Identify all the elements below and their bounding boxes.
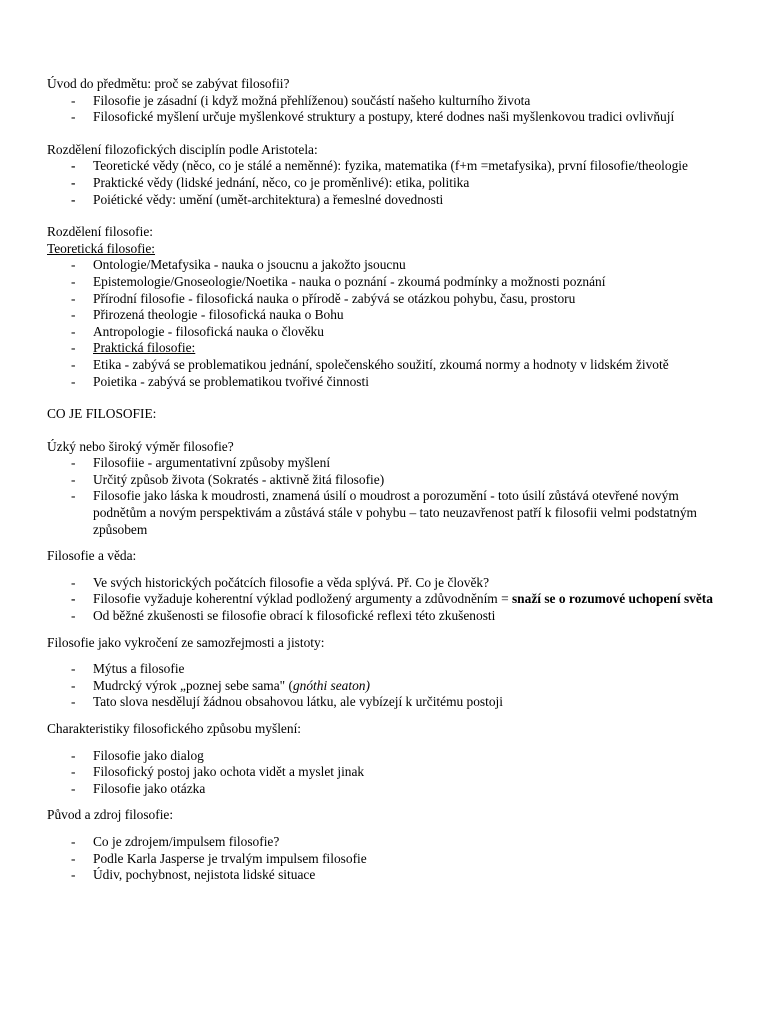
section-heading-characteristics: Charakteristiky filosofického způsobu myšlení: xyxy=(47,721,302,736)
section-heading-what-is-philosophy: CO JE FILOSOFIE: xyxy=(47,406,157,422)
list-item xyxy=(47,93,727,110)
list-item xyxy=(47,257,727,274)
dash-marker: - xyxy=(71,661,76,677)
list-item-text: Ve svých historických počátcích filosofie a věda splývá. Př. Co je člověk? xyxy=(93,574,490,590)
dash-marker: - xyxy=(71,257,76,273)
list-item xyxy=(47,781,727,798)
list-item-text: Epistemologie/Gnoseologie/Noetika - nauka o poznání - zkoumá podmínky a možnosti poznání xyxy=(93,273,606,289)
list-item xyxy=(47,340,727,357)
list-item xyxy=(47,175,727,192)
italic-text: gnóthi seaton) xyxy=(292,677,370,693)
section-heading-intro: Úvod do předmětu: proč se zabývat filosofii? xyxy=(47,76,290,91)
list-item-text: Filosofiie - argumentativní způsoby myšlení xyxy=(93,455,331,471)
dash-marker: - xyxy=(71,356,76,372)
list-item xyxy=(47,109,727,126)
bold-dash-marker: - xyxy=(71,174,76,190)
list-item xyxy=(47,291,727,308)
dash-marker: - xyxy=(71,764,76,780)
dash-marker: - xyxy=(71,608,76,624)
list-item xyxy=(47,851,727,868)
list-item-text: Etika - zabývá se problematikou jednání, společenského soužití, zkoumá normy a hodnoty v lidském životě xyxy=(93,356,669,372)
list-item xyxy=(47,678,727,695)
list-item-text: Poiétické vědy: umění (umět-architektura) a řemeslné dovednosti xyxy=(93,191,444,207)
list-item-text: Mýtus a filosofie xyxy=(93,661,185,677)
division-list xyxy=(47,257,727,390)
dash-marker: - xyxy=(71,373,76,389)
list-item xyxy=(47,192,727,209)
list-item-text: Filosofie je zásadní (i když možná přehlíženou) součástí našeho kulturního života xyxy=(93,92,531,108)
list-item-text: Teoretické vědy (něco, co je stálé a neměnné): fyzika, matematika (f+m =metafysika), první filosofie/theologie xyxy=(93,158,688,174)
list-item xyxy=(47,661,727,678)
list-item-text: Co je zdrojem/impulsem filosofie? xyxy=(93,833,280,849)
list-item-text: Podle Karla Jasperse je trvalým impulsem filosofie xyxy=(93,850,367,866)
list-item-text: Určitý způsob života (Sokratés - aktivně žitá filosofie) xyxy=(93,471,385,487)
list-item-text: Antropologie - filosofická nauka o člověku xyxy=(93,323,324,339)
list-item-text: Filosofie jako láska k moudrosti, znamená úsilí o moudrost a porozumění - toto úsilí zůstává otevřené novým podnětům a novým perspektivám a zůstává stále v pohybu – tato neuzavřenost patří k filosofii velmi podstatným způsobem xyxy=(93,488,697,537)
origin-list xyxy=(47,834,727,884)
bold-dash-marker: - xyxy=(71,591,76,607)
dash-marker: - xyxy=(71,340,76,356)
section-heading-origin: Původ a zdroj filosofie: xyxy=(47,807,174,823)
dash-marker: - xyxy=(71,677,76,693)
list-item-text: Ontologie/Metafysika - nauka o jsoucnu a jakožto jsoucnu xyxy=(93,257,406,273)
dash-marker: - xyxy=(71,323,76,339)
list-item xyxy=(47,374,727,391)
dash-marker: - xyxy=(71,273,76,289)
list-item-text: Od běžné zkušenosti se filosofie obrací k filosofické reflexi této zkušenosti xyxy=(93,608,496,624)
list-item-text: Filosofie jako otázka xyxy=(93,780,206,796)
section-heading-science: Filosofie a věda: xyxy=(47,548,137,564)
section-heading-division: Rozdělení filosofie: xyxy=(47,224,153,240)
list-item xyxy=(47,488,727,538)
section-heading-aristotle: Rozdělení filozofických disciplín podle Aristotela: xyxy=(47,141,318,157)
emphasis-text: snaží se o rozumové uchopení světa xyxy=(511,591,713,607)
list-item-text: Údiv, pochybnost, nejistota lidské situace xyxy=(93,867,316,883)
dash-marker: - xyxy=(71,867,76,883)
list-item-text: Filosofické myšlení určuje myšlenkové struktury a postupy, které dodnes naši myšlenkovou tradici ovlivňují xyxy=(93,109,675,125)
list-item xyxy=(47,591,727,608)
list-item xyxy=(47,608,727,625)
dash-marker: - xyxy=(71,780,76,796)
list-item xyxy=(47,834,727,851)
list-item xyxy=(47,748,727,765)
list-item xyxy=(47,694,727,711)
dash-marker: - xyxy=(71,109,76,125)
intro-list xyxy=(47,93,727,126)
list-item-text: Mudrcký výrok „poznej sebe sama" ( xyxy=(93,677,293,693)
document-body xyxy=(47,76,727,884)
subheading-theoretical: Teoretická filosofie: xyxy=(47,240,156,256)
list-item-text: Tato slova nesdělují žádnou obsahovou látku, ale vybízejí k určitému postoji xyxy=(93,694,503,710)
list-item xyxy=(47,472,727,489)
section-heading-definition: Úzký nebo široký výměr filosofie? xyxy=(47,438,234,454)
bold-dash-marker: - xyxy=(71,158,76,174)
list-item xyxy=(47,867,727,884)
list-item-text: Filosofie jako dialog xyxy=(93,747,204,763)
list-item xyxy=(47,307,727,324)
list-item xyxy=(47,158,727,175)
list-item-text: Přirozená theologie - filosofická nauka o Bohu xyxy=(93,307,344,323)
list-item-text: Filosofie vyžaduje koherentní výklad podložený argumenty a zdůvodněním = xyxy=(93,591,512,607)
dash-marker: - xyxy=(71,747,76,763)
list-item xyxy=(47,575,727,592)
characteristics-list xyxy=(47,748,727,798)
definition-list xyxy=(47,455,727,538)
list-item xyxy=(47,357,727,374)
dash-marker: - xyxy=(71,455,76,471)
dash-marker: - xyxy=(71,574,76,590)
list-item xyxy=(47,274,727,291)
list-item xyxy=(47,764,727,781)
list-item xyxy=(47,324,727,341)
dash-marker: - xyxy=(71,307,76,323)
dash-marker: - xyxy=(71,471,76,487)
step-out-list xyxy=(47,661,727,711)
list-item-text: Praktické vědy (lidské jednání, něco, co je proměnlivé): etika, politika xyxy=(93,174,470,190)
list-item-text: Poietika - zabývá se problematikou tvořivé činnosti xyxy=(93,373,369,389)
list-item-text: Přírodní filosofie - filosofická nauka o přírodě - zabývá se otázkou pohybu, času, prostoru xyxy=(93,290,576,306)
list-item-text: Filosofický postoj jako ochota vidět a myslet jinak xyxy=(93,764,365,780)
dash-marker: - xyxy=(71,92,76,108)
science-list xyxy=(47,575,727,625)
list-item xyxy=(47,455,727,472)
dash-marker: - xyxy=(71,850,76,866)
dash-marker: - xyxy=(71,833,76,849)
dash-marker: - xyxy=(71,694,76,710)
bold-dash-marker: - xyxy=(71,191,76,207)
dash-marker: - xyxy=(71,290,76,306)
dash-marker: - xyxy=(71,488,76,504)
subheading-practical: Praktická filosofie: xyxy=(93,340,196,356)
section-heading-step-out: Filosofie jako vykročení ze samozřejmosti a jistoty: xyxy=(47,634,325,650)
aristotle-list xyxy=(47,158,727,208)
